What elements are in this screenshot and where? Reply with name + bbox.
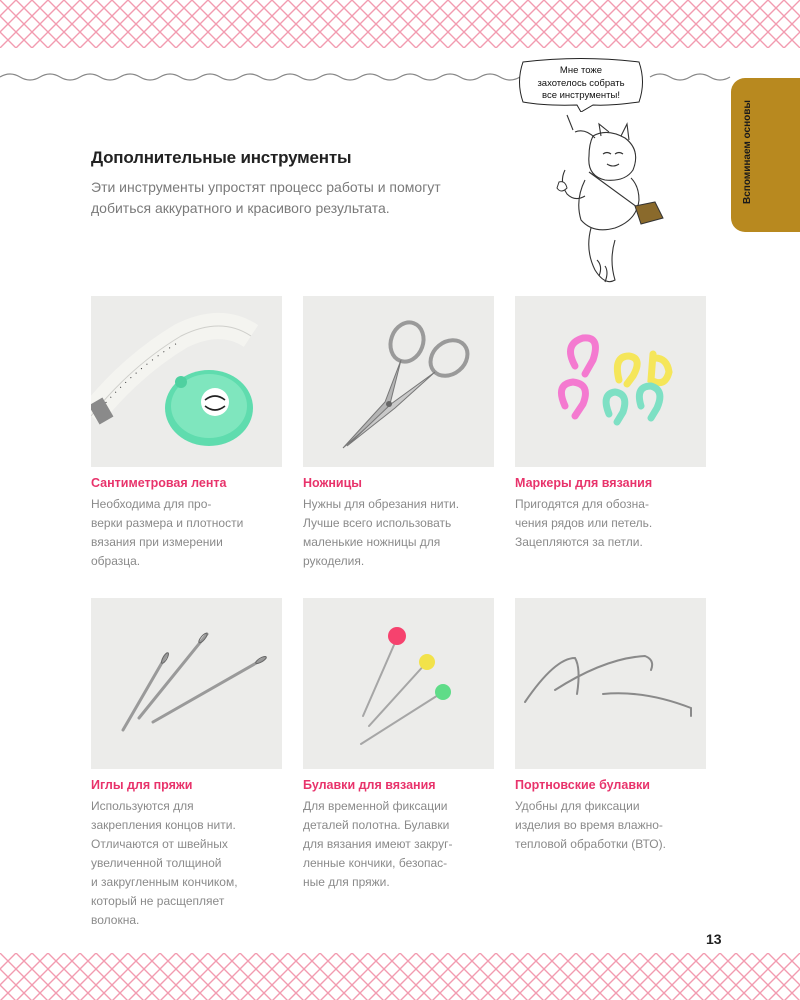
yarn-needles-photo	[91, 598, 282, 769]
markers-photo	[515, 296, 706, 467]
tool-title: Маркеры для вязания	[515, 476, 653, 490]
wavy-divider	[0, 70, 800, 84]
tool-description: Нужны для обрезания нити. Лучше всего использовать маленькие ножницы для рукоделия.	[303, 497, 460, 568]
tool-title: Ножницы	[303, 476, 362, 490]
decorative-lattice-bottom	[0, 953, 800, 1000]
tool-description: Необходима для про- верки размера и плотности вязания при измерении образца.	[91, 497, 244, 568]
cat-illustration	[545, 110, 675, 300]
scissors-photo	[303, 296, 494, 467]
tool-title: Портновские булавки	[515, 778, 650, 792]
page-number: 13	[706, 931, 722, 947]
tape-measure-photo	[91, 296, 282, 467]
tool-description: Для временной фиксации деталей полотна. Булавки для вязания имеют закруг- ленные кончики, безопас- ные для пряжи.	[303, 799, 453, 889]
tailor-pins-photo	[515, 598, 706, 769]
tool-title: Иглы для пряжи	[91, 778, 193, 792]
decorative-lattice-top	[0, 0, 800, 48]
tool-description: Удобны для фиксации изделия во время влажно- тепловой обработки (ВТО).	[515, 799, 666, 851]
section-lead: Эти инструменты упростят процесс работы и помогут добиться аккуратного и красивого результата.	[91, 179, 441, 216]
tool-title: Сантиметровая лента	[91, 476, 227, 490]
tool-title: Булавки для вязания	[303, 778, 436, 792]
tool-description: Пригодятся для обозна- чения рядов или петель. Зацепляются за петли.	[515, 497, 653, 549]
tool-description: Используются для закрепления концов нити. Отличаются от швейных увеличенной толщиной и закругленным кончиком, который не расщепляет волокна.	[91, 799, 238, 927]
section-title: Дополнительные инструменты	[91, 148, 352, 167]
knitting-pins-photo	[303, 598, 494, 769]
chapter-tab-label: Вспоминаем основы	[742, 100, 753, 204]
bubble-text: Мне тоже захотелось собрать все инструменты!	[537, 65, 625, 101]
